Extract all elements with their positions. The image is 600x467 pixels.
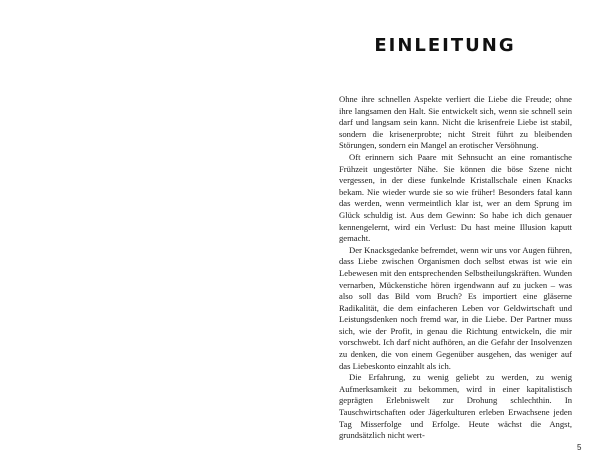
body-text [339, 94, 572, 442]
paragraph: Die Erfahrung, zu wenig geliebt zu werden, zu wenig Aufmerksamkeit zu bekommen, wird in einer kapitalistisch geprägten Erlebniswelt zur Drohung schlechthin. In Tauschwirtschaften oder Jägerkulturen erleben Erwachsene jeden Tag Misserfolge und Erfolge. Heute wächst die Angst, grundsätzlich nicht wert- [339, 372, 572, 441]
paragraph: Der Knacksgedanke befremdet, wenn wir uns vor Augen führen, dass Liebe zwischen Organismen doch selbst etwas ist wie ein Lebewesen mit den entsprechenden Selbstheilungskräften. Wunden vernarben, Mückenstiche hören irgendwann auf zu jucken – was also soll das Bild vom Bruch? Es importiert eine gläserne Radikalität, die dem einfacheren Leben vor Geldwirtschaft und Leistungsdenken noch fremd war, in die Liebe. Der Partner muss sich, wie der Profit, in genau die Richtung entwickeln, die mir vorschwebt. Ich darf nicht aufhören, an die Gefahr der Insolvenzen zu denken, die von einem Gegenüber ausgehen, das weniger auf das Liebeskonto einzahlt als ich. [339, 244, 572, 371]
page-number: 5 [577, 443, 582, 452]
paragraph: Ohne ihre schnellen Aspekte verliert die Liebe die Freude; ohne ihre langsamen den Halt. Sie entwickelt sich, wenn sie schnell sein darf und langsam sein kann. Nicht die krisenfreie Liebe ist stabil, sondern die krisenerprobte; nicht Streit führt zu bleibenden Störungen, sondern ein Mangel an erotischer Versöhnung. [339, 94, 572, 151]
chapter-heading: EINLEITUNG [374, 35, 516, 56]
paragraph: Oft erinnern sich Paare mit Sehnsucht an eine romantische Frühzeit ungestörter Nähe. Sie können die böse Szene nicht vergessen, in der diese funkelnde Kristallschale einen Knacks bekam. Nie wieder wurde sie so wie früher! Besonders fatal kann das werden, wenn vermeintlich klar ist, wer an dem Sprung im Glück schuldig ist. Aus dem Gewinn: So habe ich dich genauer kennengelernt, wird ein Verlust: Du hast meine Illusion kaputt gemacht. [339, 151, 572, 244]
